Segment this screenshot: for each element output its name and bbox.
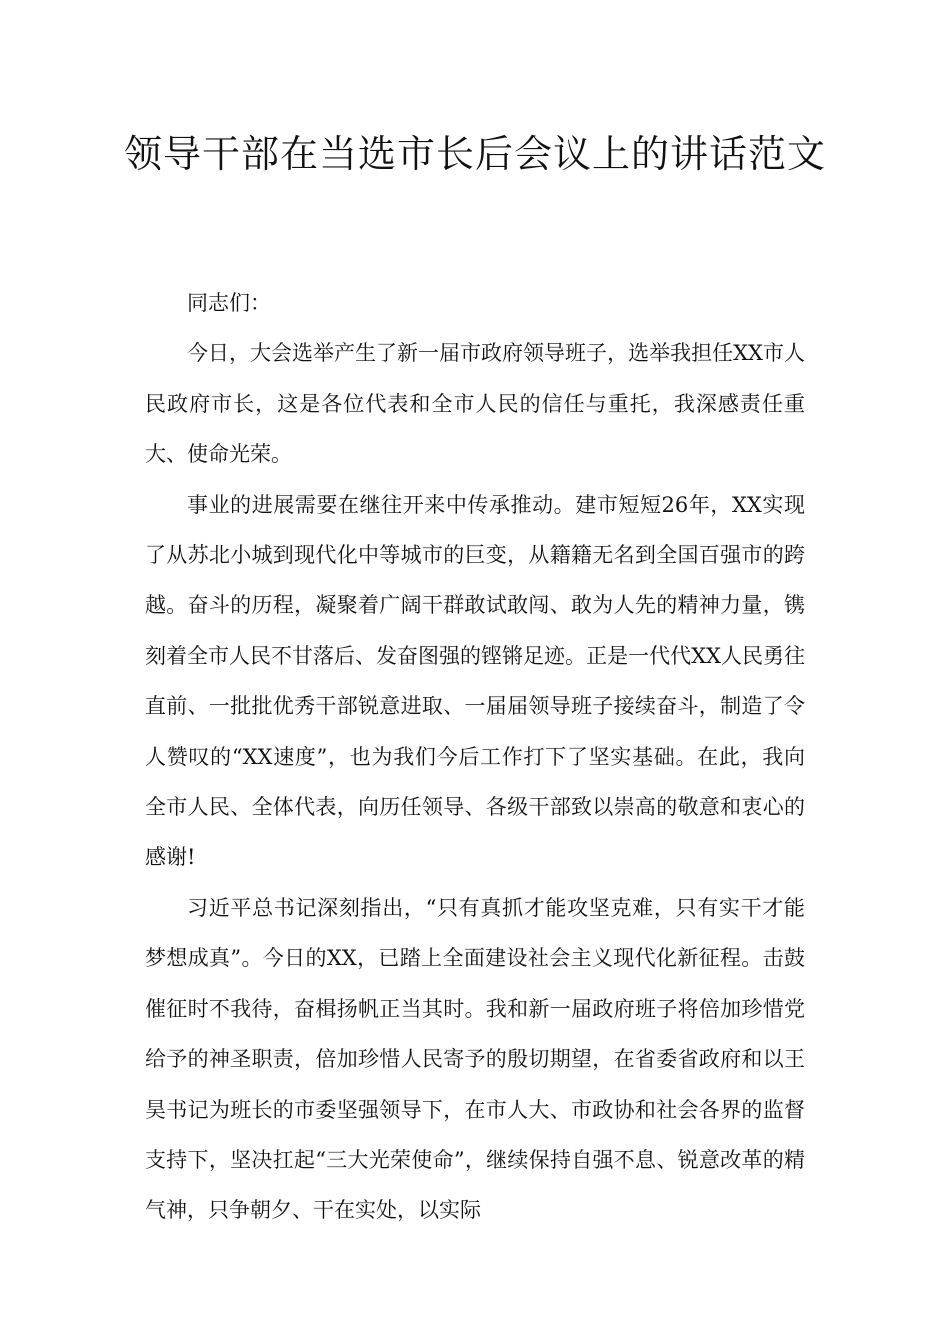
document-body <box>145 278 805 1236</box>
document-title: 领导干部在当选市长后会议上的讲话范文 <box>123 132 826 176</box>
paragraph-election: 今日，大会选举产生了新一届市政府领导班子，选举我担任XX市人民政府市长，这是各位代表和全市人民的信任与重托，我深感责任重大、使命光荣。 <box>145 341 805 467</box>
paragraph-history: 事业的进展需要在继往开来中传承推动。建市短短26年，XX实现了从苏北小城到现代化中等城市的巨变，从籍籍无名到全国百强市的跨越。奋斗的历程，凝聚着广阔干群敢试敢闯、敢为人先的精神力量，镌刻着全市人民不甘落后、发奋图强的铿锵足迹。正是一代代XX人民勇往直前、一批批优秀干部锐意进取、一届届领导班子接续奋斗，制造了令人赞叹的“XX速度”，也为我们今后工作打下了坚实基础。在此，我向全市人民、全体代表，向历任领导、各级干部致以崇高的敬意和衷心的感谢! <box>145 492 805 870</box>
paragraph-salutation: 同志们： <box>187 291 271 315</box>
paragraph-commitment: 习近平总书记深刻指出，“只有真抓才能攻坚克难，只有实干才能梦想成真”。今日的XX，已踏上全面建设社会主义现代化新征程。击鼓催征时不我待，奋楫扬帆正当其时。我和新一届政府班子将倍加珍惜党给予的神圣职责，倍加珍惜人民寄予的殷切期望，在省委省政府和以王昊书记为班长的市委坚强领导下，在市人大、市政协和社会各界的监督支持下，坚决扛起“三大光荣使命”，继续保持自强不息、锐意改革的精气神，只争朝夕、干在实处，以实际 <box>145 895 805 1223</box>
